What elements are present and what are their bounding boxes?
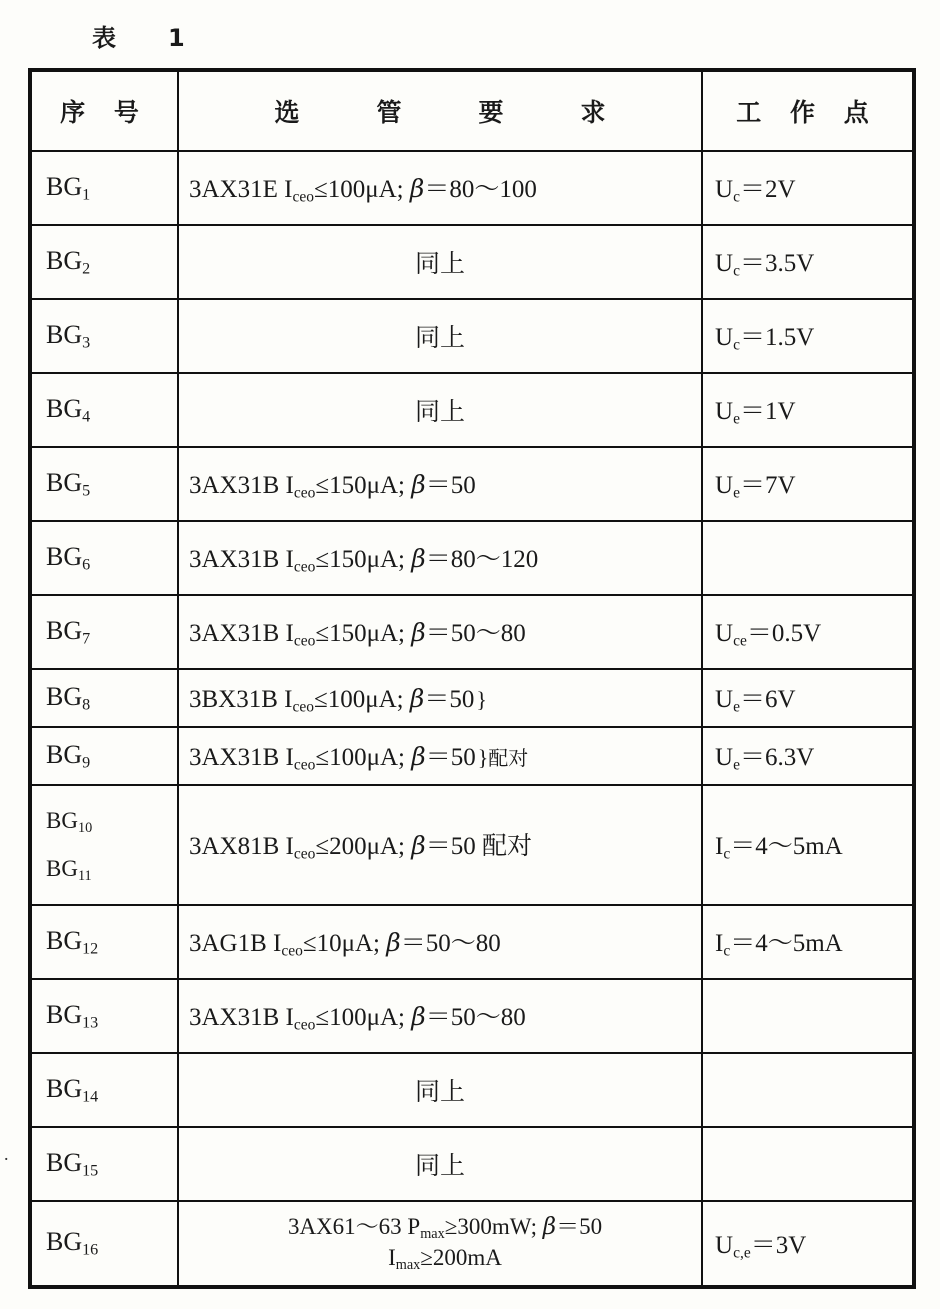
- cell-operating-point: [702, 1127, 914, 1201]
- table-row: [30, 373, 914, 447]
- header-cell-index: 序 号: [30, 70, 178, 151]
- cell-operating-point: $U_c=2V$: [702, 151, 914, 225]
- cell-device-id: $BG_5$: [30, 447, 178, 521]
- cell-device-id: $BG_{14}$: [30, 1053, 178, 1127]
- cell-spec: 3AX31B $I_{ceo}\le 150\mu A$; β＝80～120: [178, 521, 702, 595]
- cell-spec: 3AX31B $I_{ceo}\le 150\mu A$; β＝50～80: [178, 595, 702, 669]
- cell-operating-point: $U_c=1.5V$: [702, 299, 914, 373]
- cell-device-id-pair: $BG_{10}$ $BG_{11}$: [30, 785, 178, 905]
- table-container: [28, 68, 912, 1289]
- cell-spec: 同上: [178, 225, 702, 299]
- cell-operating-point: $I_c=4\sim 5mA$: [702, 785, 914, 905]
- header-cell-requirements: 选 管 要 求: [178, 70, 702, 151]
- cell-spec: 3AX31B $I_{ceo}\le 100\mu A$; β＝50}配对: [178, 727, 702, 785]
- table-row: [30, 151, 914, 225]
- cell-operating-point: $U_e=6V$: [702, 669, 914, 727]
- table-row: [30, 225, 914, 299]
- table-row: [30, 521, 914, 595]
- cell-device-id: $BG_4$: [30, 373, 178, 447]
- cell-device-id: $BG_1$: [30, 151, 178, 225]
- cell-operating-point: [702, 1053, 914, 1127]
- cell-device-id: $BG_9$: [30, 727, 178, 785]
- table-body: [30, 70, 914, 1287]
- cell-spec: 同上: [178, 1127, 702, 1201]
- table-row: [30, 595, 914, 669]
- table-caption: 表 1: [92, 24, 199, 52]
- cell-device-id: $BG_{15}$: [30, 1127, 178, 1201]
- cell-spec: 3AX81B $I_{ceo}\le 200\mu A$; β＝50 配对: [178, 785, 702, 905]
- table-row: [30, 1127, 914, 1201]
- cell-spec: 同上: [178, 299, 702, 373]
- cell-operating-point: $U_c=3.5V$: [702, 225, 914, 299]
- header-cell-operating-point: 工 作 点: [702, 70, 914, 151]
- cell-spec: 3AX61～63 $P_{max}\ge 300mW$; β＝50 $I_{max}\ge 200mA$: [178, 1201, 702, 1287]
- table-row: [30, 447, 914, 521]
- table-row-paired: [30, 727, 914, 785]
- cell-spec: 同上: [178, 373, 702, 447]
- cell-spec: 3AX31B $I_{ceo}\le 100\mu A$; β＝50～80: [178, 979, 702, 1053]
- cell-device-id: $BG_{16}$: [30, 1201, 178, 1287]
- table-row: [30, 979, 914, 1053]
- table-row-last: [30, 1201, 914, 1287]
- cell-device-id: $BG_8$: [30, 669, 178, 727]
- cell-operating-point: [702, 979, 914, 1053]
- cell-spec: 3AX31E $I_{ceo}\le 100\mu A$; β＝80～100: [178, 151, 702, 225]
- cell-operating-point: $U_e=6.3V$: [702, 727, 914, 785]
- cell-spec: 3AG1B $I_{ceo}\le 10\mu A$; β＝50～80: [178, 905, 702, 979]
- cell-device-id: $BG_2$: [30, 225, 178, 299]
- table-row: [30, 905, 914, 979]
- transistor-selection-table: [28, 68, 916, 1289]
- cell-device-id: $BG_6$: [30, 521, 178, 595]
- scan-artifact-dot: .: [4, 1144, 9, 1164]
- cell-operating-point: $U_e=7V$: [702, 447, 914, 521]
- cell-device-id: $BG_{12}$: [30, 905, 178, 979]
- cell-device-id: $BG_{13}$: [30, 979, 178, 1053]
- cell-operating-point: $U_{ce}=0.5V$: [702, 595, 914, 669]
- cell-operating-point: $I_c=4\sim 5mA$: [702, 905, 914, 979]
- table-row-paired-merged: [30, 785, 914, 905]
- table-row-paired: [30, 669, 914, 727]
- cell-operating-point: [702, 521, 914, 595]
- table-row: [30, 299, 914, 373]
- table-header-row: [30, 70, 914, 151]
- cell-spec: 3AX31B $I_{ceo}\le 150\mu A$; β＝50: [178, 447, 702, 521]
- cell-operating-point: $U_e=1V$: [702, 373, 914, 447]
- cell-operating-point: $U_{c,e}=3V$: [702, 1201, 914, 1287]
- cell-spec: 同上: [178, 1053, 702, 1127]
- cell-device-id: $BG_3$: [30, 299, 178, 373]
- cell-spec: 3BX31B $I_{ceo}\le 100\mu A$; β＝50}: [178, 669, 702, 727]
- cell-device-id: $BG_7$: [30, 595, 178, 669]
- table-row: [30, 1053, 914, 1127]
